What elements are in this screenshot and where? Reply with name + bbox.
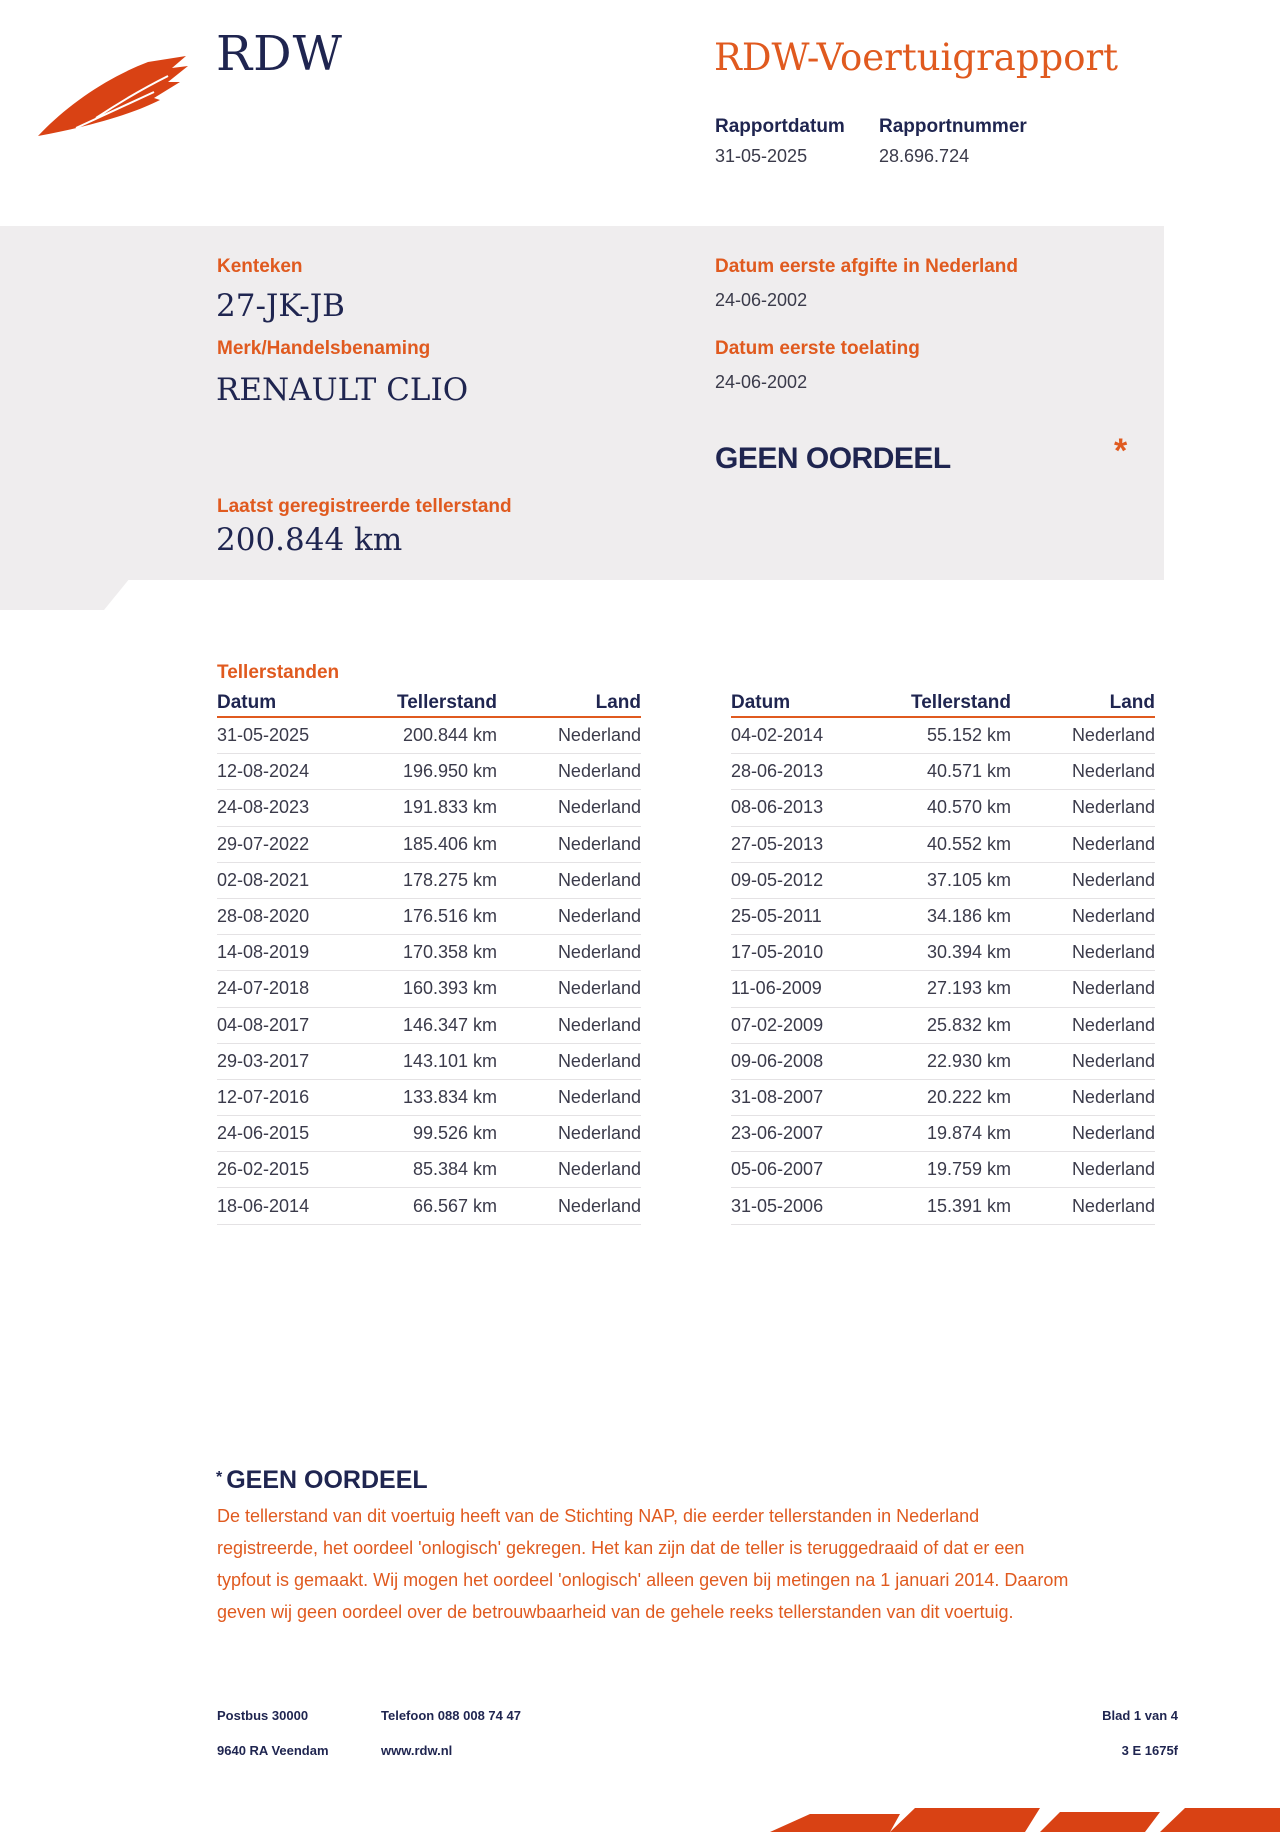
table-row (731, 790, 1155, 826)
cell-country: Nederland (1071, 761, 1155, 782)
cell-date: 31-05-2025 (217, 725, 310, 746)
table-body (217, 718, 641, 1225)
brand-name: RDW (216, 26, 343, 82)
cell-date: 29-03-2017 (217, 1050, 310, 1071)
cell-country: Nederland (557, 1195, 641, 1216)
cell-odometer: 19.759 km (926, 1159, 1011, 1180)
cell-odometer: 40.552 km (926, 833, 1011, 854)
cell-odometer: 40.570 km (926, 797, 1011, 818)
license-plate-label: Kenteken (217, 256, 303, 277)
cell-odometer: 196.950 km (402, 761, 497, 782)
table-row (217, 1044, 641, 1080)
footnote-line: De tellerstand van dit voertuig heeft van de Stichting NAP, die eerder tellerstanden in Nederland (217, 1506, 980, 1526)
brand-model-label: Merk/Handelsbenaming (217, 338, 431, 359)
cell-odometer: 34.186 km (926, 906, 1011, 927)
cell-odometer: 55.152 km (926, 725, 1011, 746)
cell-date: 29-07-2022 (217, 833, 310, 854)
column-header-odometer: Tellerstand (397, 692, 497, 713)
cell-odometer: 15.391 km (926, 1195, 1011, 1216)
cell-country: Nederland (557, 761, 641, 782)
table-row (731, 1044, 1155, 1080)
cell-country: Nederland (557, 1159, 641, 1180)
report-title: RDW-Voertuigrapport (714, 36, 1119, 79)
cell-date: 05-06-2007 (731, 1159, 824, 1180)
column-header-date: Datum (217, 692, 277, 713)
cell-odometer: 170.358 km (402, 942, 497, 963)
cell-odometer: 176.516 km (402, 906, 497, 927)
cell-country: Nederland (557, 869, 641, 890)
cell-country: Nederland (557, 797, 641, 818)
footnote-line: registreerde, het oordeel 'onlogisch' gekregen. Het kan zijn dat de teller is teruggedraaid of dat er een (217, 1538, 1025, 1558)
vehicle-summary-panel (0, 226, 1164, 580)
first-issue-label: Datum eerste afgifte in Nederland (715, 256, 1019, 277)
column-header-date: Datum (731, 692, 791, 713)
table-row (731, 1188, 1155, 1224)
table-row (731, 971, 1155, 1007)
cell-date: 04-02-2014 (731, 725, 824, 746)
cell-country: Nederland (1071, 1050, 1155, 1071)
cell-date: 08-06-2013 (731, 797, 824, 818)
cell-date: 17-05-2010 (731, 942, 824, 963)
cell-odometer: 200.844 km (402, 725, 497, 746)
cell-date: 26-02-2015 (217, 1159, 310, 1180)
cell-date: 28-08-2020 (217, 906, 310, 927)
table-row (217, 863, 641, 899)
table-header (217, 692, 641, 718)
cell-date: 23-06-2007 (731, 1123, 824, 1144)
table-row (217, 718, 641, 754)
cell-odometer: 191.833 km (402, 797, 497, 818)
footer-postbus: Postbus 30000 (217, 1708, 309, 1723)
cell-country: Nederland (1071, 1195, 1155, 1216)
cell-date: 25-05-2011 (731, 906, 822, 927)
cell-odometer: 66.567 km (412, 1195, 497, 1216)
cell-country: Nederland (557, 978, 641, 999)
footer-website-link[interactable]: www.rdw.nl (381, 1743, 453, 1758)
footnote-marker: * (216, 1469, 223, 1486)
cell-odometer: 37.105 km (926, 869, 1011, 890)
odometer-section-title: Tellerstanden (217, 662, 340, 683)
cell-country: Nederland (1071, 725, 1155, 746)
rdw-logo-icon (36, 56, 192, 142)
cell-date: 27-05-2013 (731, 833, 824, 854)
brand-model-value: RENAULT CLIO (216, 372, 469, 408)
table-row (731, 754, 1155, 790)
footnote-title (216, 1466, 428, 1495)
cell-odometer: 146.347 km (402, 1014, 497, 1035)
table-row (217, 935, 641, 971)
table-row (217, 899, 641, 935)
table-row (217, 1008, 641, 1044)
column-header-odometer: Tellerstand (911, 692, 1011, 713)
cell-date: 18-06-2014 (217, 1195, 310, 1216)
cell-odometer: 178.275 km (402, 869, 497, 890)
first-admission-value: 24-06-2002 (715, 372, 808, 392)
footer-city: 9640 RA Veendam (217, 1743, 329, 1758)
cell-country: Nederland (1071, 1123, 1155, 1144)
cell-date: 31-08-2007 (731, 1086, 824, 1107)
cell-odometer: 22.930 km (926, 1050, 1011, 1071)
cell-country: Nederland (1071, 978, 1155, 999)
cell-country: Nederland (1071, 906, 1155, 927)
cell-odometer: 30.394 km (926, 942, 1011, 963)
cell-country: Nederland (557, 906, 641, 927)
cell-odometer: 143.101 km (402, 1050, 497, 1071)
cell-country: Nederland (1071, 833, 1155, 854)
cell-date: 31-05-2006 (731, 1195, 824, 1216)
report-number-label: Rapportnummer (879, 116, 1027, 137)
report-date-value: 31-05-2025 (715, 146, 808, 166)
table-row (731, 1008, 1155, 1044)
license-plate-value: 27-JK-JB (216, 288, 345, 324)
last-odometer-label: Laatst geregistreerde tellerstand (217, 496, 512, 517)
report-number-value: 28.696.724 (879, 146, 970, 166)
cell-odometer: 185.406 km (402, 833, 497, 854)
table-row (731, 1116, 1155, 1152)
footnote-line: typfout is gemaakt. Wij mogen het oordeel 'onlogisch' alleen geven bij metingen na 1 januari 2014. Daarom (217, 1570, 1069, 1590)
table-row (217, 1080, 641, 1116)
cell-date: 09-06-2008 (731, 1050, 824, 1071)
report-date-label: Rapportdatum (715, 116, 845, 137)
cell-date: 09-05-2012 (731, 869, 824, 890)
cell-country: Nederland (1071, 1086, 1155, 1107)
cell-date: 12-07-2016 (217, 1086, 310, 1107)
verdict-footnote-marker: * (1114, 432, 1128, 470)
cell-country: Nederland (1071, 869, 1155, 890)
table-row (731, 718, 1155, 754)
cell-country: Nederland (557, 1086, 641, 1107)
table-row (217, 1116, 641, 1152)
cell-country: Nederland (1071, 942, 1155, 963)
table-row (731, 899, 1155, 935)
odometer-table-left (217, 692, 641, 1225)
column-header-country: Land (1109, 692, 1155, 713)
cell-odometer: 160.393 km (402, 978, 497, 999)
cell-date: 12-08-2024 (217, 761, 310, 782)
odometer-table-right (731, 692, 1155, 1225)
cell-date: 24-06-2015 (217, 1123, 310, 1144)
table-row (731, 827, 1155, 863)
verdict-text: GEEN OORDEEL (715, 442, 951, 475)
cell-date: 04-08-2017 (217, 1014, 310, 1035)
cell-date: 28-06-2013 (731, 761, 824, 782)
first-admission-label: Datum eerste toelating (715, 338, 920, 359)
table-row (731, 863, 1155, 899)
footnote-line: geven wij geen oordeel over de betrouwbaarheid van de gehele reeks tellerstanden van dit voertuig. (217, 1602, 1014, 1622)
footnote-heading: GEEN OORDEEL (226, 1466, 428, 1494)
footer-document-code: 3 E 1675f (1121, 1743, 1178, 1758)
column-header-country: Land (595, 692, 641, 713)
first-issue-value: 24-06-2002 (715, 290, 808, 310)
table-row (731, 1080, 1155, 1116)
cell-odometer: 99.526 km (412, 1123, 497, 1144)
cell-odometer: 27.193 km (926, 978, 1011, 999)
cell-date: 07-02-2009 (731, 1014, 824, 1035)
cell-date: 24-08-2023 (217, 797, 310, 818)
table-row (217, 1188, 641, 1224)
footer-stripes-decoration (740, 1808, 1280, 1832)
cell-odometer: 25.832 km (926, 1014, 1011, 1035)
cell-country: Nederland (1071, 1014, 1155, 1035)
footer-page-number: Blad 1 van 4 (1102, 1708, 1178, 1723)
cell-date: 11-06-2009 (731, 978, 822, 999)
cell-country: Nederland (1071, 1159, 1155, 1180)
table-header (731, 692, 1155, 718)
panel-corner-decoration (0, 578, 130, 610)
cell-odometer: 133.834 km (402, 1086, 497, 1107)
table-row (731, 935, 1155, 971)
table-body (731, 718, 1155, 1225)
cell-date: 02-08-2021 (217, 869, 310, 890)
cell-country: Nederland (557, 833, 641, 854)
table-row (217, 827, 641, 863)
cell-country: Nederland (557, 1123, 641, 1144)
cell-country: Nederland (557, 942, 641, 963)
cell-odometer: 20.222 km (926, 1086, 1011, 1107)
table-row (217, 754, 641, 790)
cell-country: Nederland (557, 1050, 641, 1071)
table-row (217, 1152, 641, 1188)
cell-country: Nederland (1071, 797, 1155, 818)
cell-odometer: 19.874 km (926, 1123, 1011, 1144)
table-row (217, 790, 641, 826)
table-row (731, 1152, 1155, 1188)
cell-country: Nederland (557, 725, 641, 746)
cell-odometer: 40.571 km (926, 761, 1011, 782)
table-row (217, 971, 641, 1007)
cell-date: 24-07-2018 (217, 978, 310, 999)
cell-odometer: 85.384 km (412, 1159, 497, 1180)
cell-country: Nederland (557, 1014, 641, 1035)
footer-phone: Telefoon 088 008 74 47 (381, 1708, 521, 1723)
cell-date: 14-08-2019 (217, 942, 310, 963)
last-odometer-value: 200.844 km (216, 522, 403, 558)
